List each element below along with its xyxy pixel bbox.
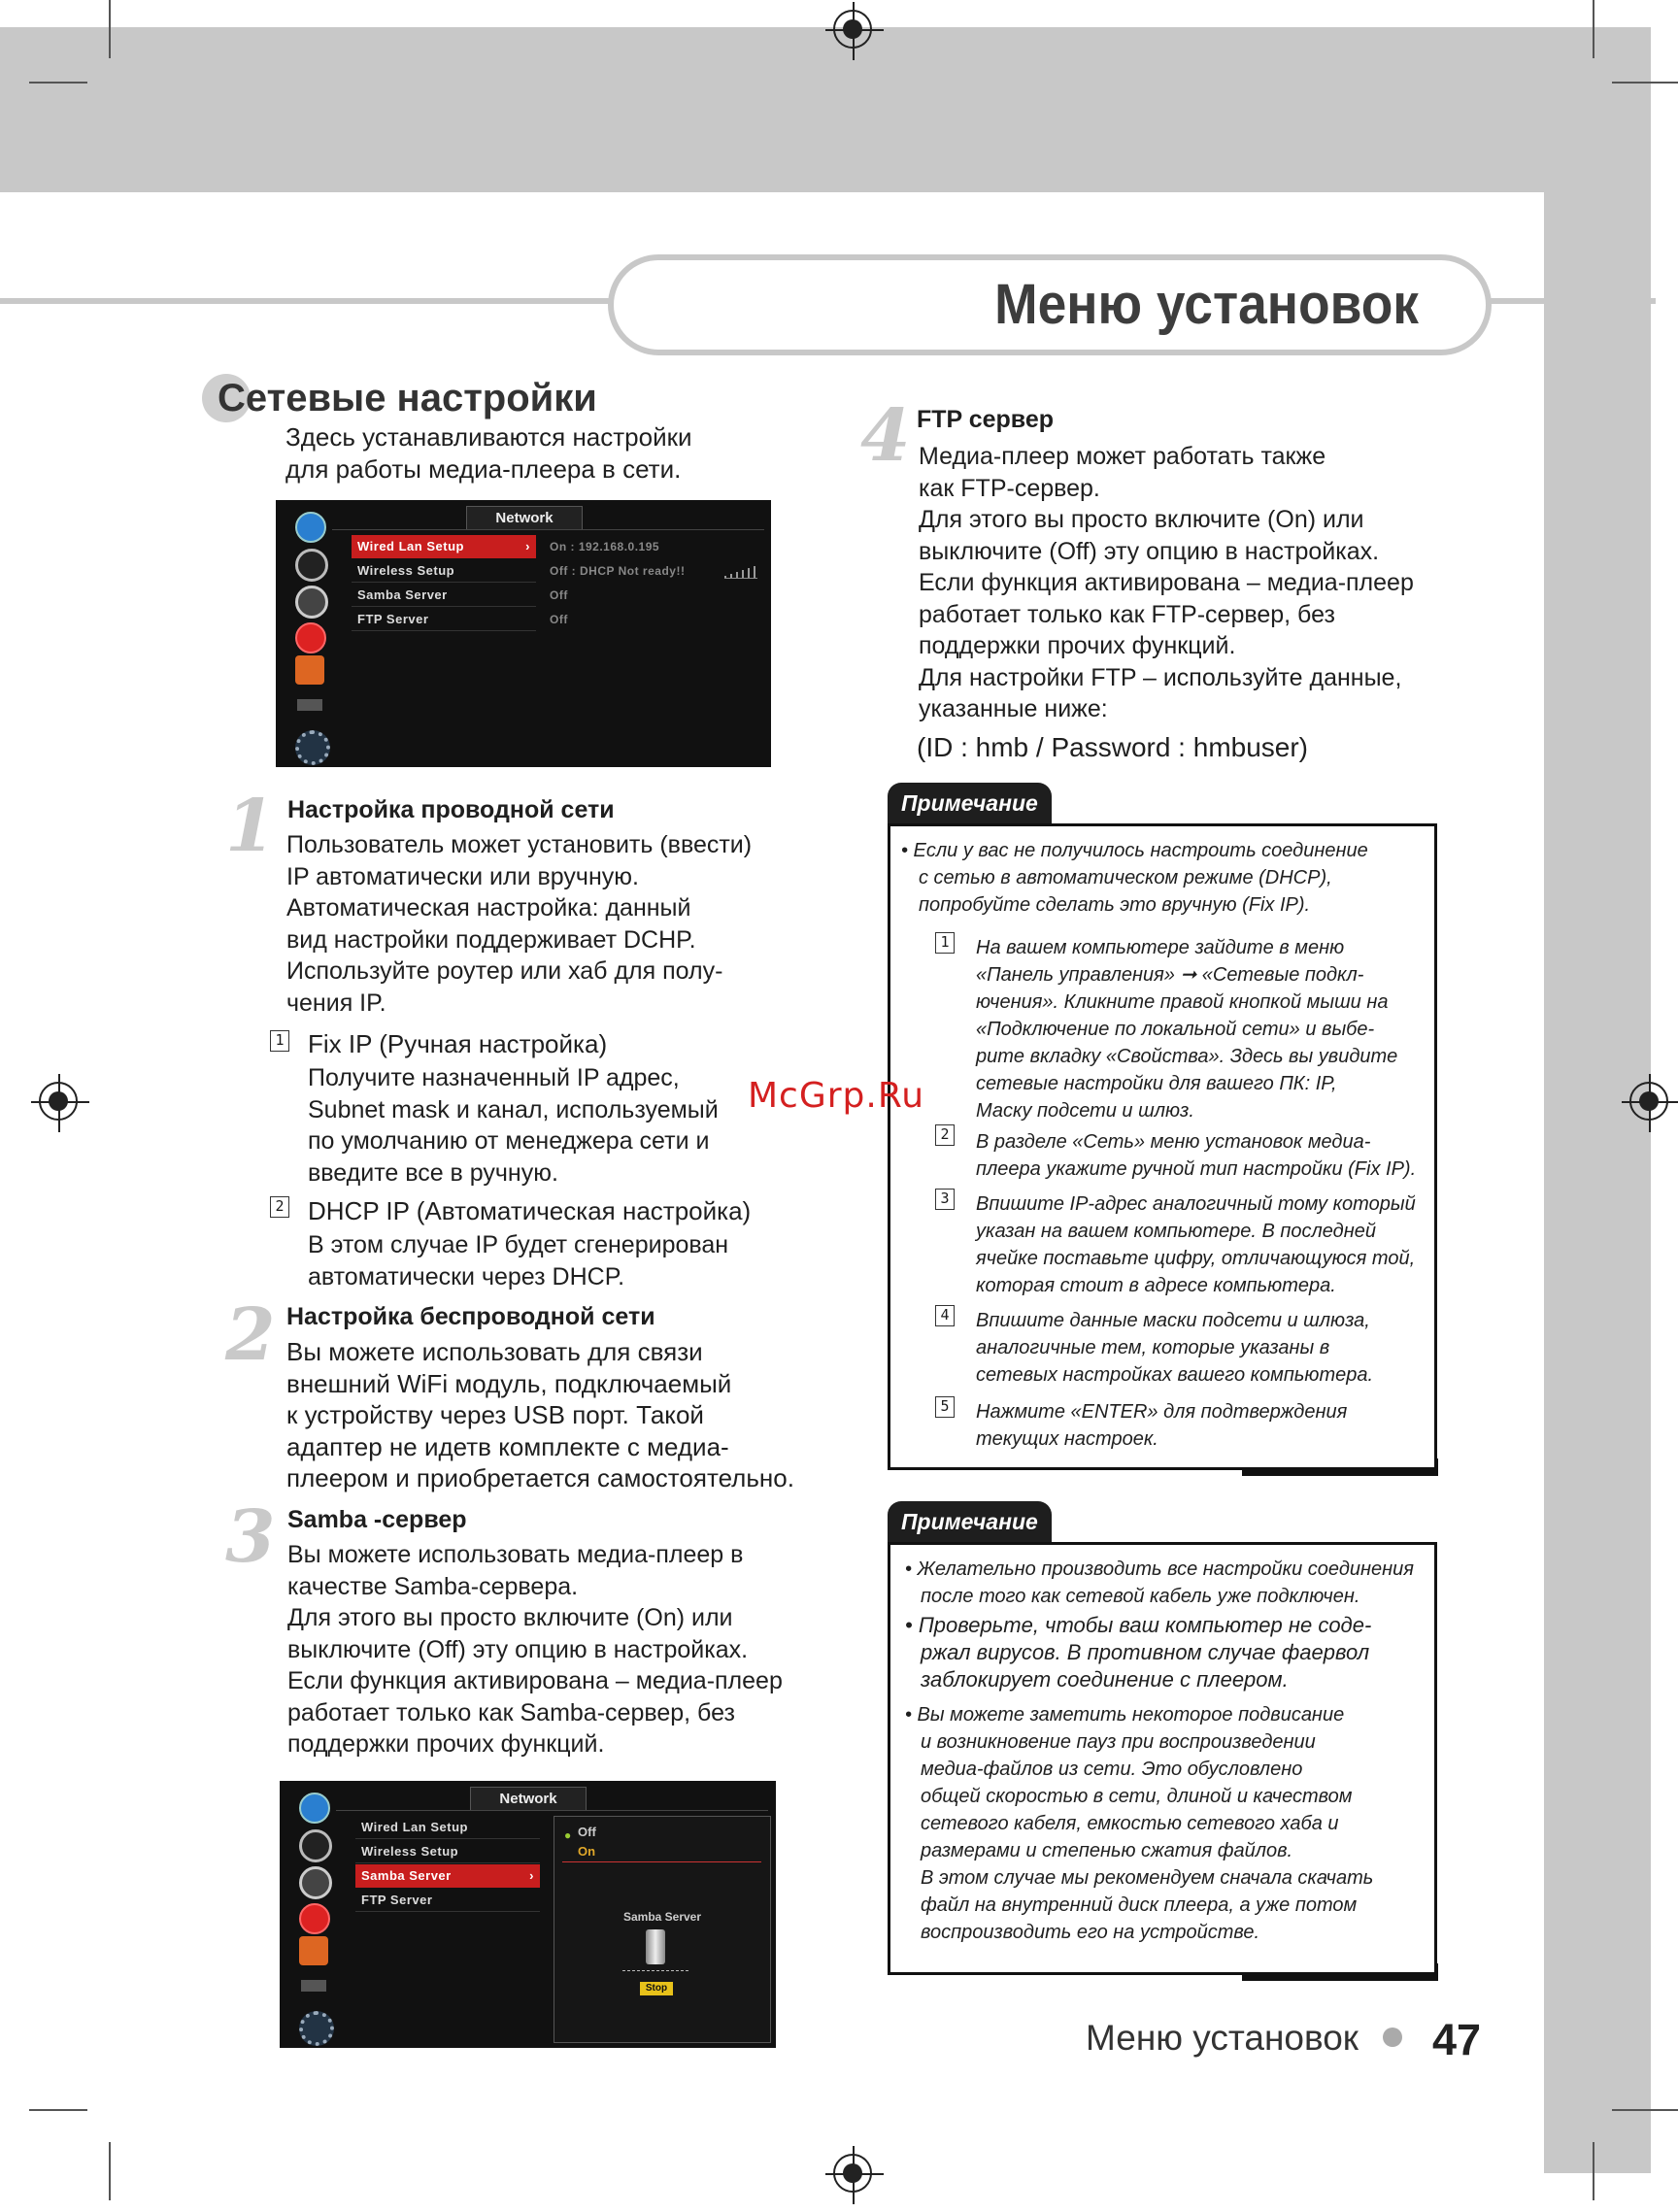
page-title: Меню установок — [994, 273, 1419, 336]
menu-item-wireless[interactable]: Wireless Setup — [352, 559, 536, 583]
divider — [332, 529, 764, 530]
crop-mark — [29, 82, 87, 84]
body-line: выключите (Off) эту опцию в настройках. — [919, 537, 1380, 565]
network-icon — [295, 655, 324, 685]
storage-icon — [297, 699, 322, 711]
body-line: Пользователь может установить (ввести) — [286, 831, 753, 858]
tab-network[interactable]: Network — [466, 506, 583, 530]
watermark: McGrp.Ru — [748, 1076, 925, 1116]
note-bullet — [905, 1701, 1373, 1946]
note-line: ючения». Кликните правой кнопкой мыши на — [976, 991, 1389, 1013]
step-body — [287, 1539, 783, 1760]
crop-mark — [29, 2109, 87, 2111]
body-line: плеером и приобретается самостоятельно. — [286, 1463, 794, 1492]
body-line: Для этого вы просто включите (On) или — [919, 506, 1364, 533]
tv-icon — [299, 1793, 330, 1824]
note-line: Маску подсети и шлюз. — [976, 1100, 1194, 1122]
note-line: Нажмите «ENTER» для подтверждения — [976, 1401, 1348, 1423]
storage-icon — [301, 1980, 326, 1992]
note-bullet — [905, 1612, 1371, 1693]
registration-mark-icon — [1629, 1082, 1668, 1121]
note-line: «Подключение по локальной сети» и выбе- — [976, 1019, 1375, 1040]
crop-mark — [1612, 82, 1678, 84]
substep-body — [308, 1229, 728, 1292]
note-line: воспроизводить его на устройстве. — [921, 1922, 1260, 1943]
film-reel-icon — [299, 1866, 332, 1899]
registration-mark-icon — [833, 2154, 872, 2193]
crop-mark — [1612, 2109, 1678, 2111]
note-line: аналогичные тем, которые указаны в — [976, 1337, 1330, 1358]
menu-value: On : 192.168.0.195 — [550, 540, 660, 553]
note-line: В разделе «Сеть» меню установок медиа- — [976, 1131, 1371, 1153]
body-line: IP автоматически или вручную. — [286, 862, 639, 890]
registration-mark-icon — [39, 1082, 78, 1121]
step-title: Samba -сервер — [287, 1506, 467, 1533]
body-line: Вы можете использовать для связи — [286, 1337, 703, 1366]
stop-button[interactable]: Stop — [640, 1982, 673, 1995]
note-line: плеера укажите ручной тип настройки (Fix IP). — [976, 1158, 1417, 1180]
signal-strength-icon — [724, 566, 757, 579]
option-off[interactable]: Off — [578, 1825, 596, 1839]
step-number: 3 — [225, 1495, 276, 1579]
note-line: • Желательно производить все настройки соединения — [905, 1558, 1414, 1580]
note-line: файл на внутренний диск плеера, а уже потом — [921, 1894, 1358, 1916]
body-line: Если функция активирована – медиа-плеер — [287, 1667, 783, 1694]
note-line: сетевых настройках вашего компьютера. — [976, 1364, 1374, 1386]
note-line: • Если у вас не получилось настроить соединение — [901, 840, 1368, 861]
note-line: и возникновение пауз при воспроизведении — [921, 1731, 1316, 1753]
body-line: работает только как Samba-сервер, без — [287, 1698, 735, 1726]
substep-mark: 1 — [270, 1030, 289, 1052]
divider — [562, 1861, 761, 1862]
body-line: Для этого вы просто включите (On) или — [287, 1604, 733, 1631]
record-icon — [299, 1903, 330, 1934]
substep-body — [308, 1062, 719, 1189]
network-screen-2 — [280, 1781, 776, 2048]
option-on[interactable]: On — [578, 1844, 596, 1859]
body-line: В этом случае IP будет сгенерирован — [308, 1231, 729, 1258]
menu-item-samba[interactable] — [355, 1864, 540, 1888]
menu-item-wireless[interactable]: Wireless Setup — [355, 1840, 540, 1863]
menu-value: Off — [550, 613, 568, 626]
note-line: ячейке поставьте цифру, отличающуюся той, — [976, 1248, 1416, 1269]
menu-value: Off — [550, 588, 568, 602]
divider — [336, 1810, 768, 1811]
body-line: поддержки прочих функций. — [919, 632, 1236, 659]
section-title: Сетевые настройки — [218, 377, 597, 419]
menu-value: Off : DHCP Not ready!! — [550, 564, 686, 578]
note-line: Впишите данные маски подсети и шлюза, — [976, 1310, 1370, 1331]
menu-item-samba[interactable]: Samba Server — [352, 584, 536, 607]
crop-mark — [109, 0, 111, 58]
body-line: Используйте роутер или хаб для полу- — [286, 957, 723, 985]
registration-mark-icon — [833, 10, 872, 49]
note-step-mark: 5 — [935, 1396, 955, 1418]
body-line: указанные ниже: — [919, 695, 1108, 722]
body-line: работает только как FTP-сервер, без — [919, 600, 1335, 628]
body-line: по умолчанию от менеджера сети и — [308, 1127, 710, 1155]
note-tab: Примечание — [888, 1501, 1052, 1543]
body-line: Получите назначенный IP адрес, — [308, 1064, 680, 1091]
chevron-right-icon: › — [525, 539, 530, 553]
note-line: сетевые настройки для вашего ПК: IP, — [976, 1073, 1337, 1094]
menu-item-ftp[interactable]: FTP Server — [352, 608, 536, 631]
note-line: • Проверьте, чтобы ваш компьютер не соде- — [905, 1613, 1372, 1637]
footer-dot — [1383, 2028, 1402, 2047]
step-body — [919, 441, 1414, 725]
step-number: 4 — [860, 394, 911, 478]
menu-item-label: Wired Lan Setup — [357, 539, 464, 553]
step-title: Настройка беспроводной сети — [286, 1303, 655, 1330]
note-step-text — [976, 934, 1397, 1124]
body-line: Если функция активирована – медиа-плеер — [919, 569, 1414, 596]
note-line: попробуйте сделать это вручную (Fix IP). — [919, 894, 1311, 916]
note-line: «Панель управления» ➞ «Сетевые подкл- — [976, 964, 1364, 986]
tv-icon — [295, 512, 326, 543]
gear-icon — [299, 2011, 334, 2046]
body-line: Автоматическая настройка: данный — [286, 894, 691, 922]
note-step-mark: 1 — [935, 932, 955, 954]
popup-title: Samba Server — [622, 1910, 702, 1924]
body-line: вид настройки поддерживает DCHP. — [286, 925, 696, 954]
note-line: медиа-файлов из сети. Это обусловлено — [921, 1759, 1303, 1780]
note-line: В этом случае мы рекомендуем сначала скачать — [921, 1867, 1374, 1889]
body-line: к устройству через USB порт. Такой — [286, 1400, 704, 1429]
samba-popup — [554, 1816, 771, 2043]
chevron-right-icon: › — [529, 1868, 534, 1883]
step-number: 2 — [225, 1293, 276, 1377]
note-line: указан на вашем компьютере. В последней — [976, 1221, 1376, 1242]
step-title: FTP сервер — [917, 406, 1055, 433]
body-line: чения IP. — [286, 989, 386, 1017]
note-line: размерами и степенью сжатия файлов. — [921, 1840, 1293, 1861]
note-step-text — [976, 1190, 1416, 1299]
note-line: Впишите IP-адрес аналогичный тому который — [976, 1193, 1416, 1215]
note-line: общей скоростью в сети, длиной и качеством — [921, 1786, 1353, 1807]
page-number: 47 — [1432, 2015, 1482, 2064]
crop-mark — [1593, 0, 1594, 58]
divider — [622, 1970, 688, 1972]
screen-sidebar — [280, 1781, 328, 2048]
network-screen-1 — [276, 500, 771, 767]
note-line: На вашем компьютере зайдите в меню — [976, 937, 1345, 958]
ftp-credentials: (ID : hmb / Password : hmbuser) — [917, 732, 1309, 762]
note-step-text — [976, 1398, 1347, 1453]
body-line: Для настройки FTP – используйте данные, — [919, 663, 1402, 691]
body-line: адаптер не идетв комплекте с медиа- — [286, 1431, 729, 1461]
step-number: 1 — [225, 785, 276, 868]
header-rule — [1481, 298, 1656, 304]
header-band — [0, 27, 1651, 192]
film-reel-icon — [295, 586, 328, 619]
menu-item-wired-lan[interactable]: Wired Lan Setup — [355, 1816, 540, 1839]
screen-sidebar — [276, 500, 324, 767]
section-intro — [285, 421, 692, 486]
crop-mark — [109, 2142, 111, 2200]
note-line: которая стоит в адресе компьютера. — [976, 1275, 1336, 1296]
note-bullet — [905, 1556, 1414, 1610]
footer-label: Меню установок — [1086, 2018, 1359, 2058]
note-line: после того как сетевой кабель уже подключен. — [921, 1586, 1360, 1607]
note-line: с сетью в автоматическом режиме (DHCP), — [919, 867, 1332, 888]
note-step-mark: 2 — [935, 1124, 955, 1146]
headphones-icon — [299, 1829, 332, 1862]
menu-item-label: Samba Server — [361, 1868, 452, 1883]
note-step-mark: 4 — [935, 1305, 955, 1326]
side-band — [1544, 192, 1651, 2173]
step-body — [286, 829, 752, 1019]
step-body — [286, 1336, 794, 1494]
note-step-text — [976, 1307, 1373, 1389]
intro-line: для работы медиа-плеера в сети. — [285, 454, 682, 484]
body-line: Subnet mask и канал, используемый — [308, 1095, 719, 1123]
gear-icon — [295, 730, 330, 765]
server-icon — [646, 1929, 665, 1964]
menu-item-wired-lan[interactable] — [352, 535, 536, 558]
note-line: заблокирует соединение с плеером. — [921, 1667, 1289, 1692]
body-line: как FTP-сервер. — [919, 474, 1100, 502]
body-line: качестве Samba-сервера. — [287, 1572, 579, 1600]
record-icon — [295, 622, 326, 654]
body-line: внешний WiFi модуль, подключаемый — [286, 1368, 732, 1398]
substep-mark: 2 — [270, 1196, 289, 1218]
crop-mark — [1593, 2142, 1594, 2200]
note-line: • Вы можете заметить некоторое подвисание — [905, 1704, 1345, 1726]
selected-dot-icon: ● — [564, 1828, 572, 1842]
menu-item-ftp[interactable]: FTP Server — [355, 1889, 540, 1912]
body-line: Вы можете использовать медиа-плеер в — [287, 1541, 744, 1568]
note-line: сетевого кабеля, емкостью сетевого хаба и — [921, 1813, 1339, 1834]
body-line: Медиа-плеер может работать также — [919, 443, 1326, 470]
substep-title: Fix IP (Ручная настройка) — [308, 1029, 608, 1058]
network-icon — [299, 1936, 328, 1965]
header-rule — [0, 298, 612, 304]
step-title: Настройка проводной сети — [287, 796, 615, 823]
body-line: выключите (Off) эту опцию в настройках. — [287, 1635, 749, 1663]
note-step-mark: 3 — [935, 1189, 955, 1210]
headphones-icon — [295, 549, 328, 582]
body-line: автоматически через DHCP. — [308, 1262, 625, 1290]
body-line: введите все в ручную. — [308, 1158, 558, 1187]
substep-title: DHCP IP (Автоматическая настройка) — [308, 1196, 752, 1225]
body-line: поддержки прочих функций. — [287, 1730, 605, 1758]
note-step-text — [976, 1128, 1416, 1183]
note-tab: Примечание — [888, 783, 1052, 824]
note-line: рите вкладку «Свойства». Здесь вы увидите — [976, 1046, 1398, 1067]
note-intro — [901, 837, 1368, 919]
intro-line: Здесь устанавливаются настройки — [285, 422, 692, 452]
note-line: ржал вирусов. В противном случае фаервол — [921, 1640, 1370, 1664]
note-line: текущих настроек. — [976, 1428, 1158, 1450]
tab-network[interactable]: Network — [470, 1787, 587, 1811]
title-pill — [608, 254, 1492, 355]
